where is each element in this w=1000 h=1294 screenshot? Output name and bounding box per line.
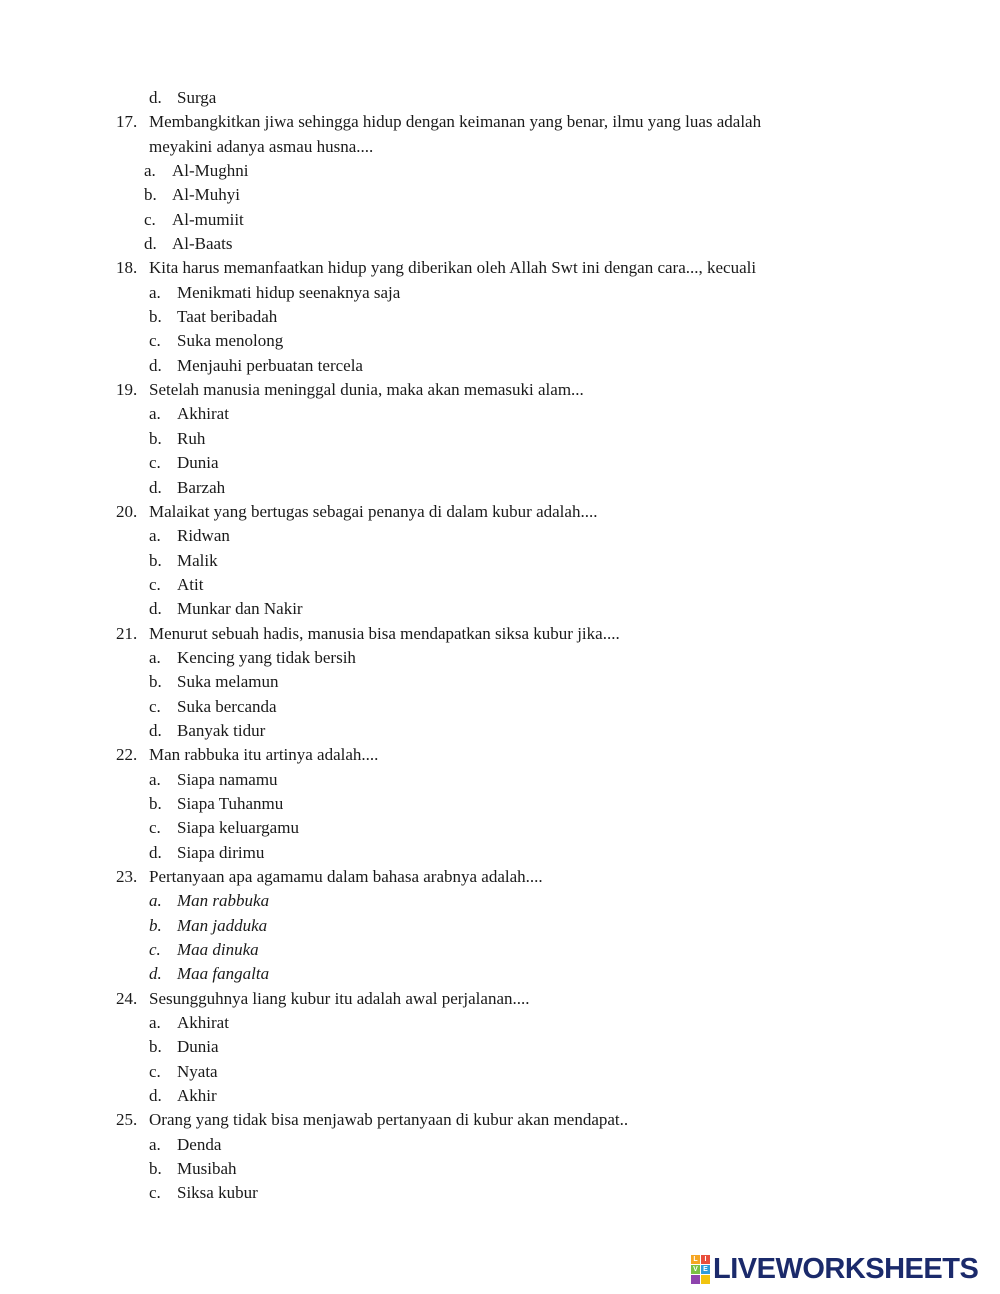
option-letter: a. (149, 282, 161, 302)
option-row[interactable] (0, 549, 1000, 573)
option-row[interactable] (0, 962, 1000, 986)
option-row[interactable] (0, 914, 1000, 938)
option-text: Al-Muhyi (172, 185, 240, 205)
question-number: 24. (116, 988, 138, 1008)
option-row[interactable] (0, 208, 1000, 232)
option-row[interactable] (0, 889, 1000, 913)
option-letter: b. (149, 915, 162, 935)
option-letter: a. (149, 891, 162, 911)
option-letter: c. (149, 574, 161, 594)
question-text: Orang yang tidak bisa menjawab pertanyaan di kubur akan mendapat.. (149, 1110, 629, 1130)
option-letter: b. (149, 1037, 162, 1057)
option-text: Barzah (177, 477, 226, 497)
question-20 (0, 500, 1000, 622)
option-letter: d. (144, 234, 157, 254)
option-text: Malik (177, 550, 218, 570)
option-row[interactable] (0, 1133, 1000, 1157)
option-letter: a. (149, 1013, 161, 1033)
option-text: Denda (177, 1134, 222, 1154)
option-row[interactable] (0, 305, 1000, 329)
option-row[interactable] (0, 768, 1000, 792)
logo-mark-cell: L (691, 1255, 700, 1264)
option-row[interactable] (0, 1181, 1000, 1205)
option-text: Kencing yang tidak bersih (177, 647, 356, 667)
option-letter: a. (149, 526, 161, 546)
option-letter: c. (149, 1061, 161, 1081)
option-text: Siapa dirimu (177, 842, 265, 862)
logo-text: LIVEWORKSHEETS (713, 1253, 979, 1285)
logo-mark-cell: V (691, 1265, 700, 1274)
option-letter: b. (149, 428, 162, 448)
option-letter: a. (149, 404, 161, 424)
question-17 (0, 110, 1000, 256)
option-letter: d. (149, 720, 162, 740)
option-text: Maa dinuka (177, 940, 259, 960)
option-letter: c. (144, 209, 156, 229)
logo-mark-icon (691, 1255, 710, 1284)
option-row[interactable] (0, 354, 1000, 378)
option-letter: c. (149, 818, 161, 838)
option-row[interactable] (0, 695, 1000, 719)
option-row[interactable] (0, 719, 1000, 743)
question-number: 22. (116, 745, 138, 765)
option-letter: b. (144, 185, 157, 205)
option-text: Akhir (177, 1086, 217, 1106)
option-text: Nyata (177, 1061, 218, 1081)
option-letter: a. (144, 161, 156, 181)
option-letter: d. (149, 355, 162, 375)
option-row[interactable] (0, 281, 1000, 305)
option-letter: b. (149, 550, 162, 570)
question-text: Man rabbuka itu artinya adalah.... (149, 745, 379, 765)
question-text: Setelah manusia meninggal dunia, maka akan memasuki alam... (149, 380, 584, 400)
option-letter: c. (149, 331, 161, 351)
option-text: Taat beribadah (177, 307, 278, 327)
question-19 (0, 378, 1000, 500)
option-text: Dunia (177, 1037, 219, 1057)
option-row[interactable] (0, 524, 1000, 548)
option-letter: d. (149, 842, 162, 862)
option-letter: b. (149, 672, 162, 692)
option-text: Siapa keluargamu (177, 818, 299, 838)
option-text: Akhirat (177, 404, 229, 424)
question-18 (0, 256, 1000, 378)
option-row[interactable] (0, 573, 1000, 597)
question-text-continued: meyakini adanya asmau husna.... (149, 136, 374, 156)
option-row[interactable] (0, 792, 1000, 816)
option-letter: b. (149, 307, 162, 327)
question-number: 17. (116, 112, 138, 132)
option-row[interactable] (0, 476, 1000, 500)
question-23 (0, 865, 1000, 987)
option-row[interactable] (0, 451, 1000, 475)
question-25 (0, 1108, 1000, 1205)
question-number: 21. (116, 623, 138, 643)
question-text: Kita harus memanfaatkan hidup yang diberikan oleh Allah Swt ini dengan cara..., kecuali (149, 258, 757, 278)
option-text: Menikmati hidup seenaknya saja (177, 282, 401, 302)
question-21 (0, 622, 1000, 744)
option-text: Suka melamun (177, 672, 279, 692)
option-row (0, 86, 1000, 110)
option-letter: c. (149, 696, 161, 716)
option-row[interactable] (0, 1157, 1000, 1181)
option-row[interactable] (0, 1084, 1000, 1108)
logo-mark-cell (691, 1275, 700, 1284)
logo-mark-cell (701, 1275, 710, 1284)
option-text: Munkar dan Nakir (177, 599, 303, 619)
question-number: 25. (116, 1110, 138, 1130)
option-text: Al-Baats (172, 234, 233, 254)
option-row[interactable] (0, 646, 1000, 670)
option-text: Man rabbuka (177, 891, 270, 911)
option-row[interactable] (0, 183, 1000, 207)
question-22 (0, 743, 1000, 865)
option-letter: d. (149, 964, 162, 984)
option-letter: d. (149, 88, 162, 107)
option-row[interactable] (0, 232, 1000, 256)
option-row[interactable] (0, 1035, 1000, 1059)
option-letter: b. (149, 793, 162, 813)
option-text: Siapa Tuhanmu (177, 793, 284, 813)
option-letter: b. (149, 1159, 162, 1179)
option-letter: c. (149, 1183, 161, 1203)
option-row[interactable] (0, 841, 1000, 865)
option-text: Maa fangalta (177, 964, 270, 984)
liveworksheets-logo[interactable] (691, 1255, 978, 1283)
option-text: Suka bercanda (177, 696, 277, 716)
question-text: Malaikat yang bertugas sebagai penanya di dalam kubur adalah.... (149, 501, 598, 521)
option-row[interactable] (0, 427, 1000, 451)
worksheet-page (0, 86, 1000, 1206)
option-row[interactable] (0, 816, 1000, 840)
option-row[interactable] (0, 597, 1000, 621)
option-text: Ridwan (177, 526, 230, 546)
question-text: Membangkitkan jiwa sehingga hidup dengan keimanan yang benar, ilmu yang luas adalah (149, 112, 762, 132)
option-text: Menjauhi perbuatan tercela (177, 355, 363, 375)
option-row[interactable] (0, 159, 1000, 183)
option-text: Man jadduka (177, 915, 268, 935)
option-text: Ruh (177, 428, 206, 448)
question-text: Sesungguhnya liang kubur itu adalah awal perjalanan.... (149, 988, 530, 1008)
option-text: Akhirat (177, 1013, 229, 1033)
option-text: Siapa namamu (177, 769, 278, 789)
option-row[interactable] (0, 670, 1000, 694)
option-letter: a. (149, 647, 161, 667)
question-text: Menurut sebuah hadis, manusia bisa mendapatkan siksa kubur jika.... (149, 623, 620, 643)
option-text: Suka menolong (177, 331, 284, 351)
logo-mark-cell: E (701, 1265, 710, 1274)
option-row[interactable] (0, 1011, 1000, 1035)
logo-mark-cell: I (701, 1255, 710, 1264)
option-text: Al-Mughni (172, 161, 249, 181)
option-letter: c. (149, 453, 161, 473)
option-text: Al-mumiit (172, 209, 244, 229)
option-row[interactable] (0, 329, 1000, 353)
question-number: 20. (116, 501, 138, 521)
option-letter: d. (149, 1086, 162, 1106)
option-row[interactable] (0, 1060, 1000, 1084)
option-row[interactable] (0, 938, 1000, 962)
option-text: Banyak tidur (177, 720, 266, 740)
option-row[interactable] (0, 402, 1000, 426)
option-letter: d. (149, 477, 162, 497)
option-text: Surga (177, 88, 217, 107)
option-text: Musibah (177, 1159, 237, 1179)
question-number: 23. (116, 867, 138, 886)
option-letter: a. (149, 1134, 161, 1154)
option-text: Atit (177, 574, 204, 594)
question-number: 18. (116, 258, 138, 278)
question-text: Pertanyaan apa agamamu dalam bahasa arabnya adalah.... (149, 867, 543, 886)
option-text: Dunia (177, 453, 219, 473)
question-number: 19. (116, 380, 138, 400)
option-text: Siksa kubur (177, 1183, 258, 1203)
option-letter: d. (149, 599, 162, 619)
option-letter: a. (149, 769, 161, 789)
question-24 (0, 987, 1000, 1109)
option-letter: c. (149, 940, 161, 960)
